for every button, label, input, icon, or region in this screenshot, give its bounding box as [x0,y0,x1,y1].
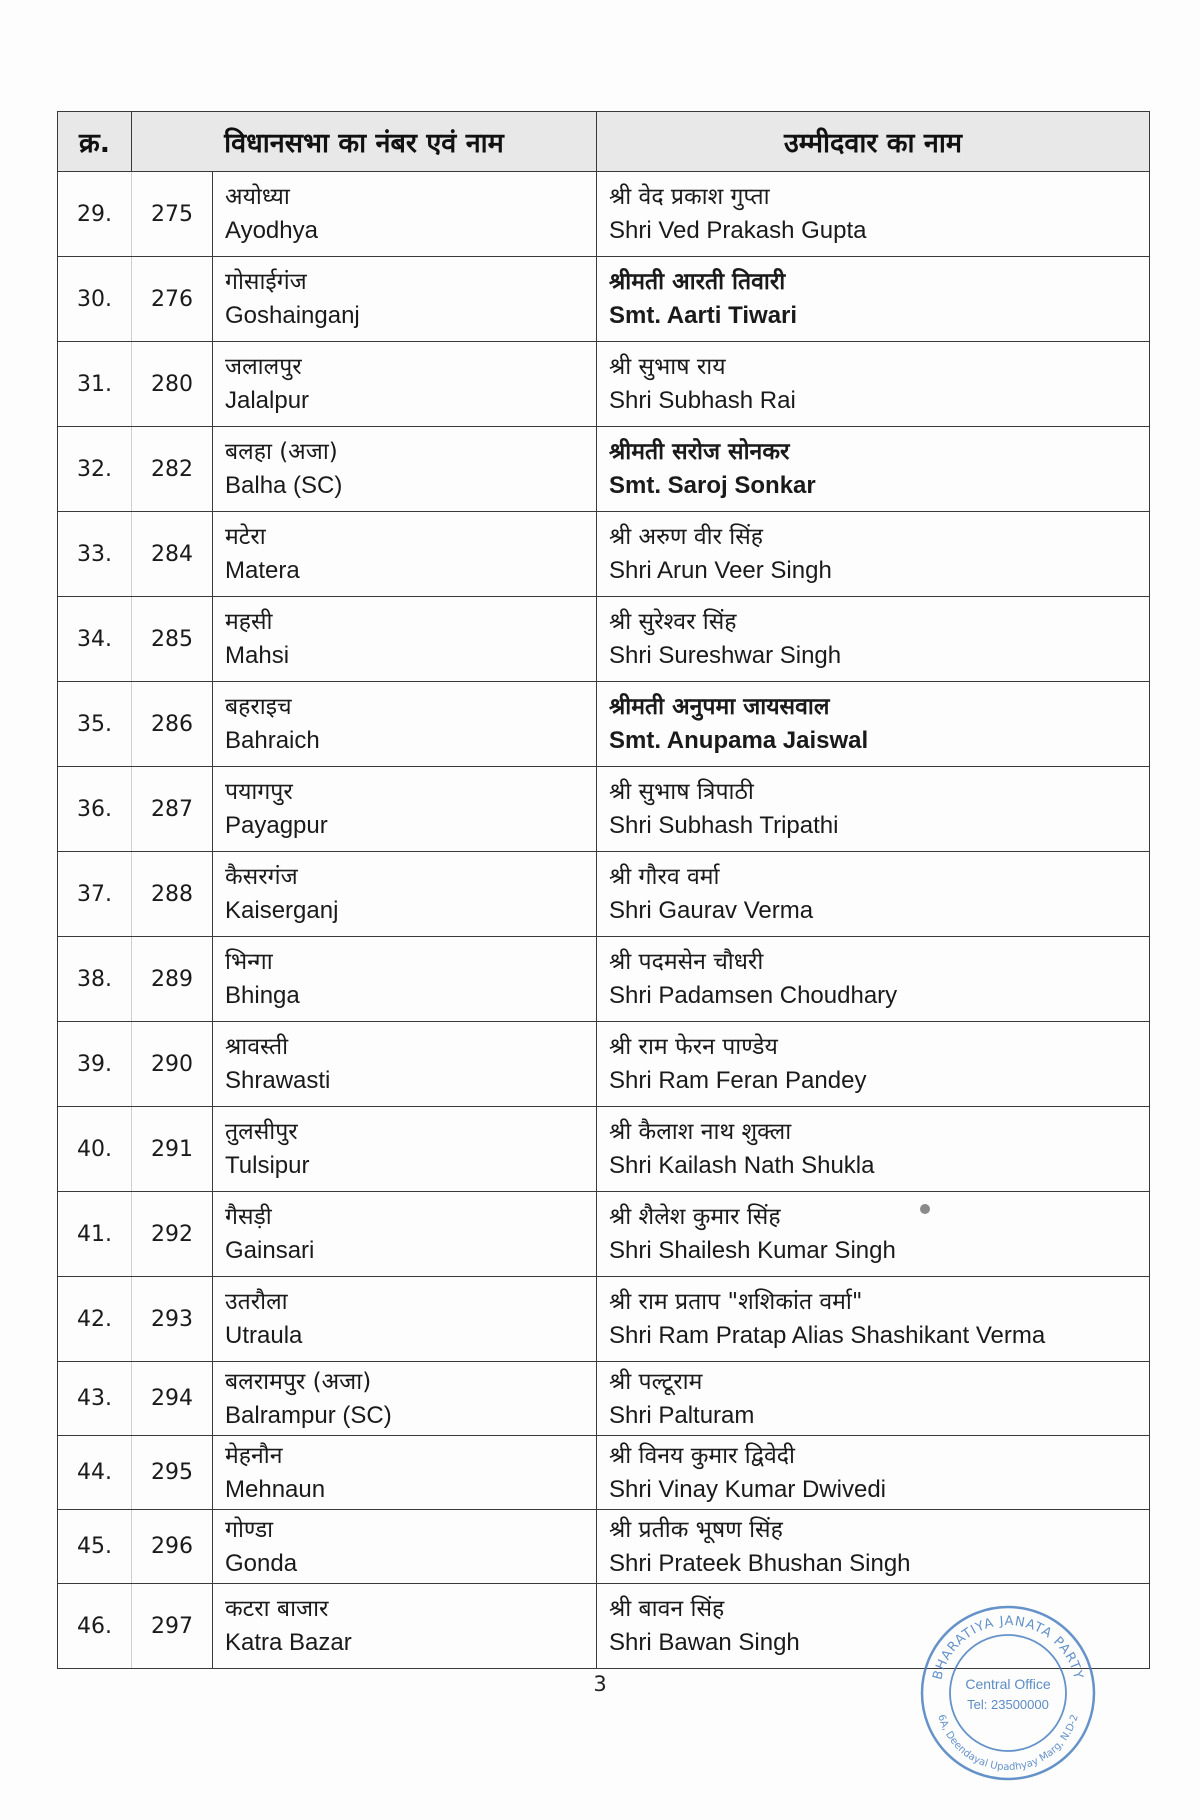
constituency-name-english: Gonda [225,1549,298,1577]
constituency-name [213,767,597,852]
candidate-name [597,257,1150,342]
constituency-name-hindi: मटेरा [225,524,266,550]
constituency-name-english: Bahraich [225,727,320,754]
constituency-name [213,852,597,937]
table-row [58,682,1150,767]
constituency-name-english: Tulsipur [225,1152,310,1179]
candidate-name [597,427,1150,512]
candidate-name-hindi: श्री सुरेश्वर सिंह [609,609,737,635]
table-row [58,1192,1150,1277]
serial-number: 32. [58,427,132,512]
candidate-name-english: Shri Shailesh Kumar Singh [609,1237,896,1264]
table-row [58,1510,1150,1584]
seal-ring-bot: 6A, Deendayal Upadhyay Marg, N.D-2 [935,1713,1081,1774]
candidate-name [597,512,1150,597]
serial-number: 41. [58,1192,132,1277]
candidate-name [597,1107,1150,1192]
scan-speck [920,1204,930,1214]
constituency-name [213,172,597,257]
seal-ring-top: BHARATIYA JANATA PARTY [930,1613,1086,1682]
table-row [58,937,1150,1022]
candidate-name-english: Shri Prateek Bhushan Singh [609,1549,911,1577]
constituency-name-english: Mehnaun [225,1475,326,1503]
candidate-name-hindi: श्री वेद प्रकाश गुप्ता [609,184,770,210]
serial-number: 29. [58,172,132,257]
constituency-name-hindi: पयागपुर [225,779,293,805]
serial-number: 43. [58,1362,132,1436]
candidate-name [597,1436,1150,1510]
constituency-name-hindi: कटरा बाजार [225,1596,329,1622]
constituency-number: 294 [132,1362,213,1436]
candidate-name-english: Shri Bawan Singh [609,1629,800,1656]
seal-tel: Tel: 23500000 [967,1697,1049,1712]
constituency-name-english: Balrampur (SC) [225,1401,392,1429]
candidate-name [597,1192,1150,1277]
constituency-number: 275 [132,172,213,257]
serial-number: 31. [58,342,132,427]
candidate-name [597,597,1150,682]
serial-number: 45. [58,1510,132,1584]
constituency-name [213,597,597,682]
candidate-name-hindi: श्री बावन सिंह [609,1596,725,1622]
constituency-name-hindi: तुलसीपुर [225,1119,298,1145]
table-body [58,172,1150,1669]
serial-number: 46. [58,1584,132,1669]
header-candidate: उम्मीदवार का नाम [597,112,1150,172]
constituency-number: 287 [132,767,213,852]
candidate-name-english: Smt. Aarti Tiwari [609,302,798,329]
constituency-name [213,427,597,512]
candidate-name [597,1022,1150,1107]
candidate-name [597,767,1150,852]
table-row [58,512,1150,597]
candidate-name-hindi: श्री राम प्रताप "शशिकांत वर्मा" [609,1289,863,1315]
table-row [58,1436,1150,1510]
table-row [58,427,1150,512]
candidate-name [597,1510,1150,1584]
serial-number: 38. [58,937,132,1022]
candidate-name-hindi: श्रीमती अनुपमा जायसवाल [609,694,830,720]
constituency-name-english: Balha (SC) [225,472,343,499]
serial-number: 40. [58,1107,132,1192]
candidate-name-hindi: श्रीमती आरती तिवारी [609,269,786,295]
constituency-name-english: Bhinga [225,982,300,1009]
constituency-name [213,512,597,597]
constituency-name [213,1362,597,1436]
candidate-name-english: Shri Sureshwar Singh [609,642,842,669]
table-row [58,852,1150,937]
serial-number: 34. [58,597,132,682]
candidate-name-english: Shri Ved Prakash Gupta [609,217,867,244]
constituency-number: 297 [132,1584,213,1669]
constituency-number: 284 [132,512,213,597]
constituency-number: 290 [132,1022,213,1107]
candidate-name-english: Shri Gaurav Verma [609,897,814,924]
constituency-name [213,937,597,1022]
constituency-number: 280 [132,342,213,427]
constituency-name-hindi: महसी [225,609,273,635]
constituency-name-hindi: बलहा (अजा) [225,439,338,465]
table-row [58,1022,1150,1107]
serial-number: 36. [58,767,132,852]
candidate-name-english: Shri Padamsen Choudhary [609,982,898,1009]
constituency-name-hindi: बहराइच [225,694,292,720]
candidate-name [597,1362,1150,1436]
constituency-name-english: Utraula [225,1322,303,1349]
table-row [58,342,1150,427]
candidate-name-hindi: श्रीमती सरोज सोनकर [609,439,790,465]
constituency-name [213,1436,597,1510]
constituency-number: 292 [132,1192,213,1277]
candidate-name-english: Shri Arun Veer Singh [609,557,832,584]
constituency-name [213,1510,597,1584]
serial-number: 30. [58,257,132,342]
constituency-name-hindi: गैसड़ी [225,1204,272,1230]
constituency-name-english: Mahsi [225,642,290,669]
candidate-name [597,1277,1150,1362]
constituency-name-hindi: गोण्डा [225,1516,274,1543]
candidate-name-hindi: श्री राम फेरन पाण्डेय [609,1034,778,1060]
candidate-name-hindi: श्री प्रतीक भूषण सिंह [609,1516,783,1543]
candidate-name [597,937,1150,1022]
constituency-name [213,1584,597,1669]
candidate-name-english: Shri Subhash Tripathi [609,812,839,839]
constituency-name-english: Kaiserganj [225,897,339,924]
constituency-number: 289 [132,937,213,1022]
seal-office: Central Office [965,1676,1051,1692]
table-row [58,172,1150,257]
candidate-name-hindi: श्री गौरव वर्मा [609,864,720,890]
constituency-name [213,682,597,767]
constituency-name [213,1192,597,1277]
constituency-number: 285 [132,597,213,682]
candidate-name-hindi: श्री विनय कुमार द्विवेदी [609,1442,795,1469]
serial-number: 42. [58,1277,132,1362]
constituency-name-hindi: अयोध्या [225,184,290,210]
candidate-name-hindi: श्री सुभाष राय [609,354,726,380]
constituency-name-hindi: कैसरगंज [225,864,298,890]
page-number: 3 [593,1672,607,1696]
candidate-name-english: Shri Ram Feran Pandey [609,1067,867,1094]
candidate-name-english: Shri Kailash Nath Shukla [609,1152,875,1179]
constituency-name-hindi: बलरामपुर (अजा) [225,1368,372,1395]
candidate-name-hindi: श्री सुभाष त्रिपाठी [609,779,754,805]
constituency-name-english: Gainsari [225,1237,315,1264]
table-row [58,1277,1150,1362]
constituency-name-english: Katra Bazar [225,1629,352,1656]
candidate-name [597,172,1150,257]
constituency-number: 291 [132,1107,213,1192]
table-row [58,257,1150,342]
candidate-name-english: Smt. Anupama Jaiswal [609,727,869,754]
constituency-name-english: Jalalpur [225,387,310,414]
constituency-number: 296 [132,1510,213,1584]
header-serial: क्र. [58,112,132,172]
candidate-name-english: Smt. Saroj Sonkar [609,472,816,499]
serial-number: 39. [58,1022,132,1107]
constituency-name-hindi: श्रावस्ती [225,1034,289,1060]
candidate-name-hindi: श्री कैलाश नाथ शुक्ला [609,1119,792,1145]
table-row [58,1362,1150,1436]
constituency-number: 293 [132,1277,213,1362]
candidate-name [597,852,1150,937]
table-header-row [58,112,1150,172]
constituency-name-hindi: गोसाईगंज [225,269,307,295]
constituency-number: 286 [132,682,213,767]
table-row [58,1107,1150,1192]
serial-number: 35. [58,682,132,767]
candidate-name-english: Shri Ram Pratap Alias Shashikant Verma [609,1322,1046,1349]
candidate-name-english: Shri Palturam [609,1401,755,1429]
candidate-name-english: Shri Vinay Kumar Dwivedi [609,1475,886,1503]
serial-number: 44. [58,1436,132,1510]
candidate-name [597,342,1150,427]
constituency-name-english: Payagpur [225,812,328,839]
candidate-name [597,682,1150,767]
constituency-number: 282 [132,427,213,512]
constituency-number: 295 [132,1436,213,1510]
constituency-name-hindi: उतरौला [225,1289,288,1315]
constituency-name-hindi: जलालपुर [225,354,302,380]
constituency-name [213,1277,597,1362]
constituency-number: 276 [132,257,213,342]
constituency-name-hindi: भिन्गा [225,949,273,975]
constituency-name-english: Ayodhya [225,217,318,244]
candidate-name-hindi: श्री अरुण वीर सिंह [609,524,763,550]
constituency-name-english: Matera [225,557,300,584]
constituency-number: 288 [132,852,213,937]
constituency-name-english: Shrawasti [225,1067,331,1094]
constituency-name [213,257,597,342]
candidate-name-english: Shri Subhash Rai [609,387,796,414]
serial-number: 33. [58,512,132,597]
header-constituency: विधानसभा का नंबर एवं नाम [132,112,597,172]
constituency-name-hindi: मेहनौन [225,1442,283,1469]
constituency-name [213,1022,597,1107]
constituency-name [213,1107,597,1192]
candidate-name-hindi: श्री पल्टूराम [609,1368,703,1395]
candidate-name-hindi: श्री पदमसेन चौधरी [609,949,764,975]
party-seal-stamp [918,1603,1098,1783]
candidate-table [57,111,1150,1669]
candidate-name-hindi: श्री शैलेश कुमार सिंह [609,1204,781,1230]
serial-number: 37. [58,852,132,937]
table-row [58,597,1150,682]
constituency-name-english: Goshainganj [225,302,360,329]
table-row [58,767,1150,852]
constituency-name [213,342,597,427]
